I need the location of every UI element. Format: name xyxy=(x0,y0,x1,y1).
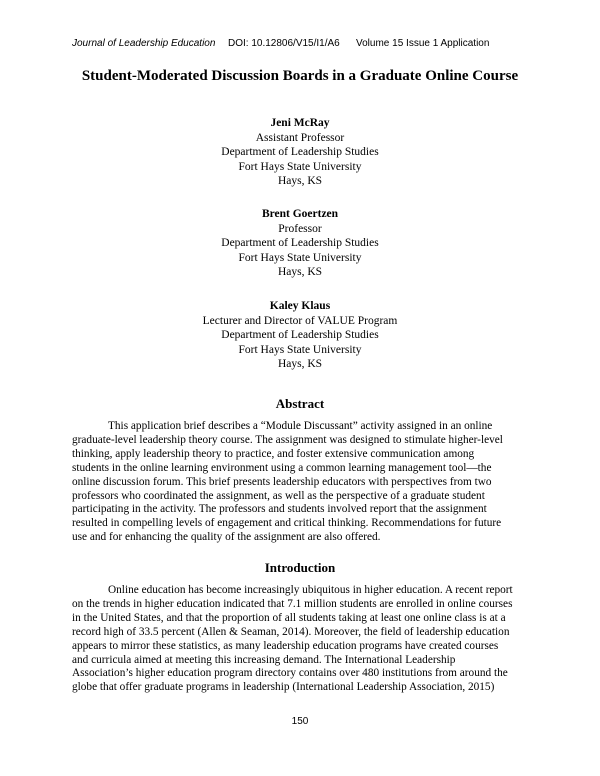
author-block xyxy=(0,299,600,372)
abstract-line: thinking, apply leadership theory to practice, and foster extensive communication among xyxy=(72,447,475,460)
introduction-heading: Introduction xyxy=(264,560,336,575)
author-name: Brent Goertzen xyxy=(261,208,339,220)
introduction-line: Online education has become increasingly ubiquitous in higher education. A recent report xyxy=(108,584,513,596)
author-location: Hays, KS xyxy=(277,175,323,188)
introduction-line: record high of 33.5 percent (Allen & Seaman, 2014). Moreover, the field of leadership education xyxy=(72,625,510,638)
author-university: Fort Hays State University xyxy=(238,251,362,264)
abstract-line: resulted in compelling levels of engagement and critical thinking. Recommendations for future xyxy=(72,517,502,530)
author-position: Lecturer and Director of VALUE Program xyxy=(202,314,398,327)
author-university: Fort Hays State University xyxy=(238,343,362,356)
author-department: Department of Leadership Studies xyxy=(221,146,379,159)
author-university: Fort Hays State University xyxy=(238,160,362,173)
author-block xyxy=(0,116,600,189)
abstract-line: graduate-level leadership theory course. The assignment was designed to stimulate higher-level xyxy=(72,433,503,446)
author-position: Professor xyxy=(278,222,322,235)
abstract-body xyxy=(72,420,528,545)
introduction-line: globe that offer graduate programs in leadership (International Leadership Association, 2015) xyxy=(72,681,495,694)
introduction-body xyxy=(72,584,528,695)
introduction-line: in the United States, and that the proportion of all students taking at least one online class is at a xyxy=(72,611,506,624)
introduction-line: on the trends in higher education indicated that 7.1 million students are enrolled in online courses xyxy=(72,597,513,610)
doi: DOI: 10.12806/V15/I1/A6 xyxy=(228,38,340,49)
paper-title: Student-Moderated Discussion Boards in a Graduate Online Course xyxy=(81,68,519,84)
author-name: Jeni McRay xyxy=(270,117,330,129)
author-location: Hays, KS xyxy=(277,266,323,279)
introduction-line: appears to mirror these statistics, as many leadership education programs have created courses xyxy=(72,639,499,652)
author-position: Assistant Professor xyxy=(255,131,345,144)
page-number: 150 xyxy=(291,716,309,727)
introduction-line: Association’s higher education program directory contains over 480 institutions from around the xyxy=(72,667,508,680)
author-block xyxy=(0,207,600,280)
abstract-line: professors who coordinated the assignment, as well as the perspective of a graduate student xyxy=(72,489,485,502)
introduction-line: and curricula aimed at meeting this increasing demand. The International Leadership xyxy=(72,653,456,666)
abstract-line: participating in the activity. The professors and students involved report that the assignment xyxy=(72,503,487,516)
volume-info: Volume 15 Issue 1 Application xyxy=(356,38,490,49)
abstract-line: This application brief describes a “Module Discussant” activity assigned in an online xyxy=(108,420,493,432)
author-department: Department of Leadership Studies xyxy=(221,329,379,342)
journal-name: Journal of Leadership Education xyxy=(72,38,216,49)
abstract-line: students in the online learning environment using a common learning management tool—the xyxy=(72,461,492,474)
abstract-heading: Abstract xyxy=(275,396,325,411)
abstract-line: online discussion forum. This brief presents leadership educators with perspectives from two xyxy=(72,475,492,488)
author-name: Kaley Klaus xyxy=(269,300,331,312)
author-location: Hays, KS xyxy=(277,358,323,371)
abstract-line: use and for enhancing the quality of the assignment are also offered. xyxy=(72,531,381,544)
author-department: Department of Leadership Studies xyxy=(221,237,379,250)
